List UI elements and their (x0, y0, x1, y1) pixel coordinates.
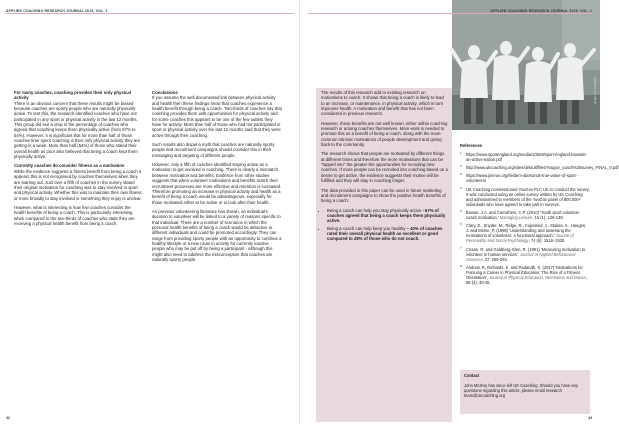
reference-item: 4 UK Coaching commissioned YouGov PLC UK to conduct the survey. It was conducted using an online survey written by UK Coaching and administered to members of the YouGov panel of 800,000+ individuals who have agreed to take part in surveys. (460, 185, 590, 207)
left-column-2 (152, 90, 282, 266)
paragraph: Such results also dispel a myth that coaches are naturally sporty people and recruitment campaigns should consider this in their messaging and targeting of different people. (152, 142, 275, 158)
references-column (460, 143, 619, 288)
paragraph: The results of this research add to existing research on motivations to coach. It shows that being a coach is likely to lead to an increase, or maintenance, in physical activity, which in turn improves health. A motivation and benefit that has not been considered in previous research. (321, 90, 444, 117)
left-column-1 (14, 90, 142, 230)
page-number-right: 43 (588, 416, 592, 420)
coaching-group-photo (452, 0, 600, 130)
paragraph: The research shows that people are motivated by different things at different times and therefore the more motivations that can be "tapped into" the greater the opportunities for recruiting new coaches. If more people can be recruited into coaching based on a desire to get active, the evidence suggests their motive will be fulfilled and they will stay in coaching longer. (321, 151, 448, 184)
reference-item: 7 Cnaan, R. and Goldberg-Glen, R. (1991) 'Measuring motivation to volunteer in human services', Journal of Applied Behavioural Sciences, 27: 269-284. (460, 245, 586, 262)
paragraph: However, these benefits are not well known, either within coaching research or among coaches themselves. More work is needed to promote this as a benefit of being a coach, along with the more common intrinsic motivations of people development and giving back to the community. (321, 120, 448, 148)
list-item: • Being a coach can help keep you healthy – 40% of coaches rated their overall physical health as excellent or good compared to 28% of those who do not coach. (327, 226, 448, 242)
benefits-list (321, 208, 448, 242)
paragraph: There is an obvious concern that these results might be biased because coaches are sporty people who are naturally physically active. To test this, the research identified coaches who have not participated in any sport or physical activity in the last 12 months. This group did see a drop in the percentage of coaches who agreed that coaching keeps them physically active (from 67% to 54%). However, it is significant that for more than half of those coaches time spent coaching is their only physical activity they are getting in a week. More than half (54%) of those who stated their overall health as poor also believed that being a coach kept them physically active. (14, 100, 141, 160)
contact-heading: Contact (464, 373, 480, 378)
paragraph: While the evidence suggests a fitness benefit from being a coach it appears this is not recognised by coaches themselves when they are starting out. Just over a fifth of coaches in the survey stated their original motivation for coaching was to stay involved in sport and physical activity. Whether this was to maintain their own fitness or more broadly to stay involved in something they enjoy is unclear. (14, 168, 142, 201)
header-rule-right (308, 13, 592, 14)
list-item: • Being a coach can help you stay physically active - 67% of coaches agreed that being a coach keeps them physically active. (327, 208, 448, 224)
photo-credit: Image: UK Coaching (594, 77, 597, 104)
photo-illustration (452, 0, 600, 130)
reference-item[interactable]: 1 https://www.sportengland.org/media/10629/sport-england-towards-an-active-nation.pdf (460, 151, 587, 163)
summary-box (321, 90, 448, 244)
contact-box (460, 370, 590, 414)
reference-item: 8 Andrew, R, Richards, K. and Padaruth, S. (2017) 'Motivations for Pursuing a Career in Physical Education: The Rise of a Fitness Orientation', Journal of Physical Education, Recreation and Dance, 88 (4): 40-46. (460, 263, 587, 286)
reference-item: 5 Busser, J.A. and Carruthers, C.P. (2010) 'Youth sport volunteer coach motivation,' Managing Leisure, 15 (1): 128-139. (460, 208, 580, 221)
paragraph: However, only a fifth of coaches identified staying active as a motivation to get involved in coaching. There is clearly a mismatch between motivation and benefits. Evidence from other studies suggests that when volunteer motivations and benefits match then recruitment processes are more effective and retention is increased. Therefore promoting an increase in physical activity and health as a benefit of being a coach would be advantageous, especially for those motivated either to be active or to look after their health. (152, 162, 282, 205)
section-heading: Currently coaches do consider fitness as a motivation (14, 163, 125, 169)
right-page (300, 0, 619, 424)
left-page (0, 0, 300, 424)
running-head-right: APPLIED COACHING RESEARCH JOURNAL 2019, VOL. 1 (490, 9, 592, 13)
references-heading: References (460, 143, 483, 148)
paragraph: However, what is interesting is how few coaches consider the health benefits of being a coach. This is particularly interesting when compared to the two-thirds of coaches who state they are receiving a physical health benefit from being a coach. (14, 204, 135, 226)
header-rule-left (6, 13, 294, 14)
paragraph: The data provided in this paper can be used in future marketing and recruitment campaigns to show the positive health benefits of being a coach: (321, 187, 446, 204)
contact-text[interactable]: John McIlroy has since left UK Coaching. Should you have any questions regarding this article, please email research team@ukcoaching.org (464, 383, 579, 399)
reference-item: 6 Clary, E., Snyder, M., Ridge, R., Copeland, J., Stukas, A., Haugen, J. and Meine, P. (1998) 'Understanding and assessing the motivations of volunteers: A functional approach,' Journal of Personality and Social Psychology, 74 (6): 1516–1530. (460, 222, 587, 244)
reference-item[interactable]: 2 http://www.ukcoaching.org/sites/default/files/Yougov_coach%20survey_FINAL_0.pdf (460, 164, 619, 171)
section-heading: For many coaches, coaching provides their only physical activity (14, 90, 132, 101)
conclusions-heading: Conclusions (152, 90, 178, 95)
paragraph: As previous volunteering literature has shown, an individual's decision to volunteer will be linked to a variety of reasons specific to that individual. There are a number of scenarios in which the personal health benefits of being a coach would be attractive to different individuals and could be promoted accordingly. They can range from providing sporty people with an opportunity to continue a healthy lifestyle or a new route to activity for currently inactive people who may be put off by being a participant - although this might also need to address the misconception that coaches are naturally sporty people. (152, 208, 282, 262)
references-list (460, 151, 619, 286)
paragraph: If you assume the well documented link between physical activity and health then these findings show that coaches experience a health benefit through being a coach. Two-thirds of coaches say that coaching provides them with opportunities for physical activity and for some coaches this appears to be one of the few outlets they have for activity. More than half of those who had not participated in sport or physical activity over the last 12 months said that they were active through their coaching. (152, 95, 282, 138)
page-number-left: 42 (6, 416, 10, 420)
reference-item[interactable]: 3 https://www.joinrun.org/fieldem-diamonds-true-value-of-sport-volunteers/ (460, 172, 578, 184)
running-head-left: APPLIED COACHING RESEARCH JOURNAL 2019, VOL. 1 (6, 9, 108, 13)
